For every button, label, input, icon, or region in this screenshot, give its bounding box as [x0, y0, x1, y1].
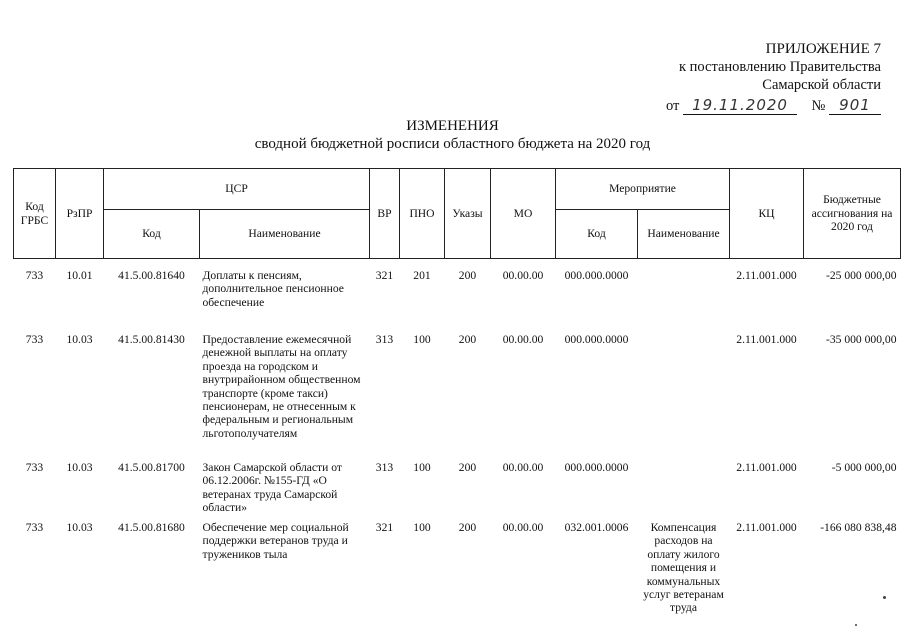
cell-csr-name: Доплаты к пенсиям, дополнительное пенсионное обеспечение — [202, 269, 344, 309]
handwritten-number: 901 — [829, 96, 881, 115]
appendix-title: ПРИЛОЖЕНИЕ 7 — [765, 41, 881, 57]
cell-event-kod: 000.000.0000 — [564, 461, 629, 474]
cell-vr: 321 — [375, 521, 394, 534]
cell-csr-name: Закон Самарской области от 06.12.2006г. №155-ГД «О ветеранах труда Самарской области» — [202, 461, 342, 515]
cell-pno: 100 — [413, 521, 431, 534]
cell-csr-kod: 41.5.00.81700 — [118, 461, 185, 474]
cell-rzpr: 10.01 — [66, 269, 93, 282]
date-prefix: от — [666, 98, 680, 114]
cell-vr: 321 — [375, 269, 394, 282]
header-csr-kod: Код — [104, 210, 200, 259]
cell-pno: 100 — [413, 333, 431, 346]
scan-speck — [855, 624, 857, 626]
cell-event-name — [638, 329, 730, 457]
cell-kc: 2.11.001.000 — [736, 521, 797, 534]
cell-mo: 00.00.00 — [502, 333, 544, 346]
cell-csr-kod: 41.5.00.81430 — [118, 333, 185, 346]
cell-grbs: 733 — [25, 333, 44, 346]
cell-rzpr: 10.03 — [66, 333, 93, 346]
cell-vr: 313 — [375, 461, 394, 474]
cell-rzpr: 10.03 — [66, 521, 93, 534]
table-row — [14, 329, 901, 457]
cell-grbs: 733 — [25, 461, 44, 474]
cell-rzpr: 10.03 — [66, 461, 93, 474]
header-event-name: Наименование — [638, 210, 730, 259]
cell-grbs: 733 — [25, 521, 44, 534]
appendix-region-line: Самарской области — [762, 77, 881, 93]
header-mo: МО — [491, 169, 556, 259]
cell-csr-name: Предоставление ежемесячной денежной выплаты на оплату проезда на городском и внутрирайонном общественном транспорте (кроме такси) пенсионерам, не отнесенным к федеральным и региональным льготополучателям — [202, 333, 361, 440]
document-subtitle: сводной бюджетной росписи областного бюджета на 2020 год — [254, 136, 651, 152]
header-kod-grbs: Код ГРБС — [14, 169, 56, 259]
header-budget: Бюджетные ассигнования на 2020 год — [804, 169, 901, 259]
cell-ukazy: 200 — [458, 521, 477, 534]
cell-kc: 2.11.001.000 — [736, 333, 797, 346]
header-csr: ЦСР — [104, 169, 370, 210]
table-row — [14, 263, 901, 329]
cell-ukazy: 200 — [458, 333, 477, 346]
header-ukazy: Указы — [445, 169, 491, 259]
document-title-block — [0, 117, 905, 153]
header-event: Мероприятие — [556, 169, 730, 210]
table-row — [14, 517, 901, 621]
cell-kc: 2.11.001.000 — [736, 461, 797, 474]
cell-kc: 2.11.001.000 — [736, 269, 797, 282]
cell-csr-name: Обеспечение мер социальной поддержки ветеранов труда и тружеников тыла — [202, 521, 349, 561]
cell-ukazy: 200 — [458, 461, 477, 474]
appendix-resolution-line: к постановлению Правительства — [679, 59, 881, 75]
cell-mo: 00.00.00 — [502, 461, 544, 474]
header-event-kod: Код — [556, 210, 638, 259]
budget-changes-table — [13, 168, 901, 621]
cell-event-kod: 000.000.0000 — [564, 269, 629, 282]
cell-event-name — [638, 263, 730, 329]
table-row — [14, 457, 901, 517]
cell-csr-kod: 41.5.00.81680 — [118, 521, 185, 534]
header-rzpr: РзПР — [56, 169, 104, 259]
header-pno: ПНО — [400, 169, 445, 259]
cell-vr: 313 — [375, 333, 394, 346]
cell-grbs: 733 — [25, 269, 44, 282]
cell-amount: -35 000 000,00 — [825, 333, 897, 346]
header-csr-name: Наименование — [200, 210, 370, 259]
cell-mo: 00.00.00 — [502, 269, 544, 282]
table-header-row — [14, 169, 901, 210]
cell-event-kod: 000.000.0000 — [564, 333, 629, 346]
cell-csr-kod: 41.5.00.81640 — [118, 269, 185, 282]
number-prefix: № — [811, 98, 826, 114]
cell-amount: -25 000 000,00 — [825, 269, 897, 282]
cell-pno: 201 — [413, 269, 431, 282]
cell-ukazy: 200 — [458, 269, 477, 282]
handwritten-date: 19.11.2020 — [683, 96, 797, 115]
document-title: ИЗМЕНЕНИЯ — [406, 118, 499, 134]
appendix-header — [666, 40, 881, 115]
appendix-date-number-line — [666, 96, 881, 115]
cell-pno: 100 — [413, 461, 431, 474]
cell-event-name — [638, 457, 730, 517]
header-kc: КЦ — [730, 169, 804, 259]
cell-mo: 00.00.00 — [502, 521, 544, 534]
scan-speck — [883, 596, 886, 599]
cell-event-kod: 032.001.0006 — [564, 521, 629, 534]
cell-amount: -5 000 000,00 — [831, 461, 897, 474]
header-vr: ВР — [370, 169, 400, 259]
cell-event-name: Компенсация расходов на оплату жилого помещения и коммунальных услуг ветеранам труда — [643, 521, 724, 615]
cell-amount: -166 080 838,48 — [820, 521, 897, 534]
